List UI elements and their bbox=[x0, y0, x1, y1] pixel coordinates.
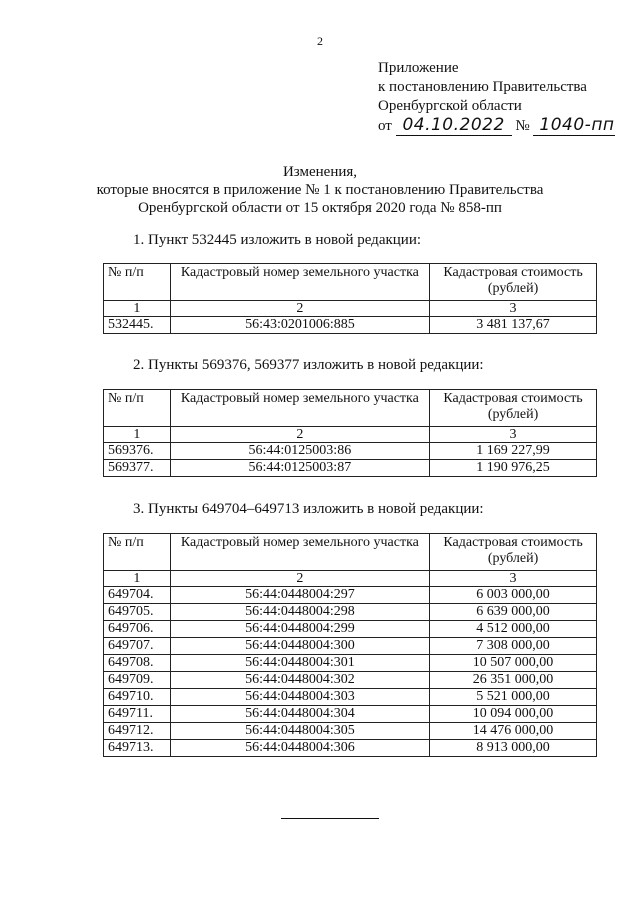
table-row bbox=[104, 621, 597, 638]
column-index-3: 3 bbox=[430, 571, 597, 587]
appendix-reference: к постановлению Правительства bbox=[378, 79, 587, 95]
row-cost: 10 507 000,00 bbox=[430, 655, 597, 672]
column-index-2: 2 bbox=[170, 571, 429, 587]
row-cadastral-number: 56:44:0125003:86 bbox=[170, 443, 429, 460]
header-cadastral-number: Кадастровый номер земельного участка bbox=[170, 534, 429, 571]
column-index-2: 2 bbox=[170, 301, 429, 317]
table-row bbox=[104, 655, 597, 672]
row-cost: 10 094 000,00 bbox=[430, 706, 597, 723]
section-3-title: 3. Пункты 649704–649713 изложить в новой редакции: bbox=[133, 501, 484, 517]
column-index-3: 3 bbox=[430, 427, 597, 443]
table-row bbox=[104, 460, 597, 477]
row-cost: 4 512 000,00 bbox=[430, 621, 597, 638]
row-number: 649708. bbox=[104, 655, 171, 672]
row-number: 649712. bbox=[104, 723, 171, 740]
row-cadastral-number: 56:43:0201006:885 bbox=[170, 317, 429, 334]
number-sign: № bbox=[515, 118, 530, 134]
appendix-title: Приложение bbox=[378, 60, 459, 76]
column-number-row bbox=[104, 301, 597, 317]
table-header-row bbox=[104, 264, 597, 301]
row-cadastral-number: 56:44:0125003:87 bbox=[170, 460, 429, 477]
table-row bbox=[104, 706, 597, 723]
header-cadastral-cost: Кадастровая стоимость (рублей) bbox=[430, 390, 597, 427]
row-cadastral-number: 56:44:0448004:300 bbox=[170, 638, 429, 655]
row-number: 649704. bbox=[104, 587, 171, 604]
row-number: 569376. bbox=[104, 443, 171, 460]
row-cost: 3 481 137,67 bbox=[430, 317, 597, 334]
row-number: 649710. bbox=[104, 689, 171, 706]
row-number: 532445. bbox=[104, 317, 171, 334]
row-cadastral-number: 56:44:0448004:304 bbox=[170, 706, 429, 723]
row-cost: 1 169 227,99 bbox=[430, 443, 597, 460]
table-header-row bbox=[104, 534, 597, 571]
closing-divider-line bbox=[281, 818, 379, 819]
header-number: № п/п bbox=[104, 534, 171, 571]
row-cost: 6 639 000,00 bbox=[430, 604, 597, 621]
row-cost: 7 308 000,00 bbox=[430, 638, 597, 655]
row-cost: 8 913 000,00 bbox=[430, 740, 597, 757]
appendix-region: Оренбургской области bbox=[378, 98, 522, 114]
row-number: 649706. bbox=[104, 621, 171, 638]
section-2-table bbox=[103, 389, 597, 477]
table-row bbox=[104, 604, 597, 621]
row-number: 649711. bbox=[104, 706, 171, 723]
table-row bbox=[104, 587, 597, 604]
table-row bbox=[104, 672, 597, 689]
table-header-row bbox=[104, 390, 597, 427]
row-cadastral-number: 56:44:0448004:298 bbox=[170, 604, 429, 621]
page-number: 2 bbox=[317, 34, 323, 48]
row-number: 649707. bbox=[104, 638, 171, 655]
column-index-1: 1 bbox=[104, 301, 171, 317]
row-cost: 1 190 976,25 bbox=[430, 460, 597, 477]
appendix-date-line bbox=[378, 116, 615, 136]
table-row bbox=[104, 740, 597, 757]
table-row bbox=[104, 689, 597, 706]
column-index-3: 3 bbox=[430, 301, 597, 317]
row-cadastral-number: 56:44:0448004:302 bbox=[170, 672, 429, 689]
row-cadastral-number: 56:44:0448004:297 bbox=[170, 587, 429, 604]
heading-line-1: Изменения, bbox=[282, 164, 358, 180]
row-number: 649705. bbox=[104, 604, 171, 621]
header-number: № п/п bbox=[104, 264, 171, 301]
heading-line-2: которые вносятся в приложение № 1 к постановлению Правительства bbox=[96, 182, 544, 198]
handwritten-date: 04.10.2022 bbox=[396, 116, 512, 136]
header-cadastral-cost: Кадастровая стоимость (рублей) bbox=[430, 534, 597, 571]
column-index-1: 1 bbox=[104, 571, 171, 587]
table-row bbox=[104, 317, 597, 334]
row-cost: 5 521 000,00 bbox=[430, 689, 597, 706]
column-index-1: 1 bbox=[104, 427, 171, 443]
header-number: № п/п bbox=[104, 390, 171, 427]
row-number: 649713. bbox=[104, 740, 171, 757]
section-1-table bbox=[103, 263, 597, 334]
heading-line-3: Оренбургской области от 15 октября 2020 года № 858-пп bbox=[138, 200, 502, 216]
header-cadastral-number: Кадастровый номер земельного участка bbox=[170, 264, 429, 301]
row-cadastral-number: 56:44:0448004:301 bbox=[170, 655, 429, 672]
appendix-block bbox=[378, 59, 615, 136]
row-cadastral-number: 56:44:0448004:303 bbox=[170, 689, 429, 706]
document-heading bbox=[0, 163, 640, 217]
date-prefix: от bbox=[378, 118, 392, 134]
section-1-title: 1. Пункт 532445 изложить в новой редакции: bbox=[133, 232, 422, 248]
row-cost: 26 351 000,00 bbox=[430, 672, 597, 689]
row-cadastral-number: 56:44:0448004:306 bbox=[170, 740, 429, 757]
row-number: 649709. bbox=[104, 672, 171, 689]
row-cost: 6 003 000,00 bbox=[430, 587, 597, 604]
column-number-row bbox=[104, 427, 597, 443]
table-row bbox=[104, 723, 597, 740]
header-cadastral-cost: Кадастровая стоимость (рублей) bbox=[430, 264, 597, 301]
table-row bbox=[104, 638, 597, 655]
table-row bbox=[104, 443, 597, 460]
section-3-table bbox=[103, 533, 597, 757]
column-index-2: 2 bbox=[170, 427, 429, 443]
row-number: 569377. bbox=[104, 460, 171, 477]
handwritten-number: 1040-пп bbox=[533, 116, 615, 136]
row-cadastral-number: 56:44:0448004:299 bbox=[170, 621, 429, 638]
header-cadastral-number: Кадастровый номер земельного участка bbox=[170, 390, 429, 427]
row-cadastral-number: 56:44:0448004:305 bbox=[170, 723, 429, 740]
row-cost: 14 476 000,00 bbox=[430, 723, 597, 740]
column-number-row bbox=[104, 571, 597, 587]
section-2-title: 2. Пункты 569376, 569377 изложить в новой редакции: bbox=[133, 357, 484, 373]
